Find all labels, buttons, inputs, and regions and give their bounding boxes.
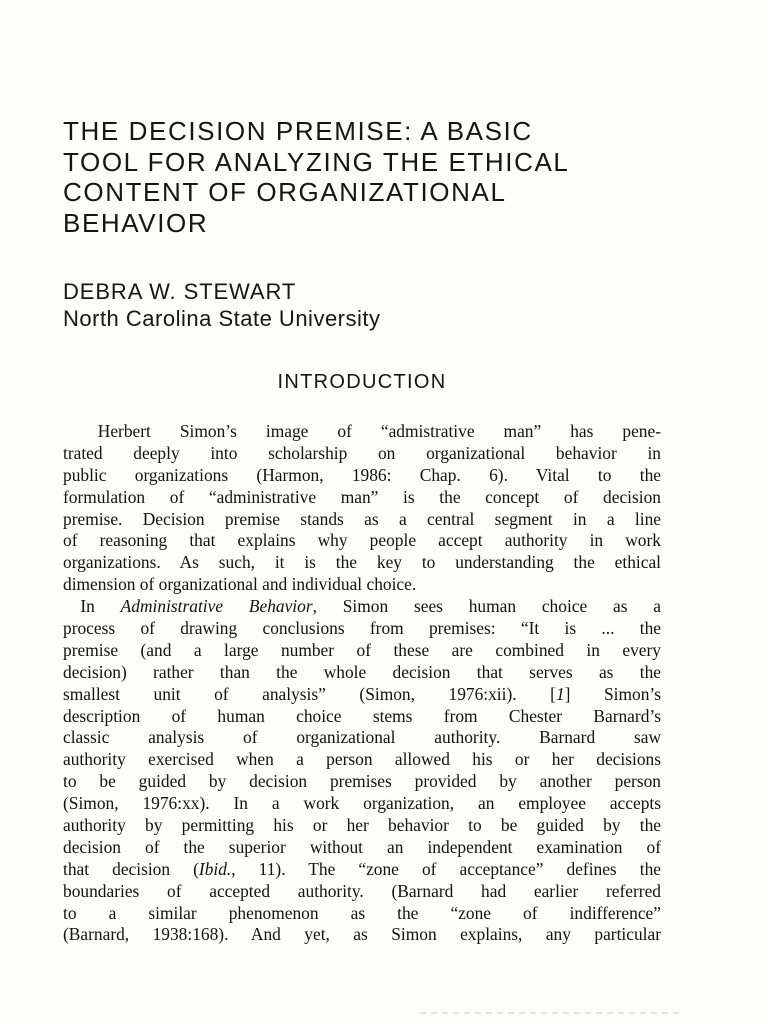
body-line: smallest unit of analysis” (Simon, 1976:xii). [1] Simon’s	[63, 683, 661, 704]
body-line: authority exercised when a person allowed his or her decisions	[63, 749, 661, 770]
body-line: to a similar phenomenon as the “zone of indifference”	[63, 902, 661, 923]
body-line: to be guided by decision premises provided by another person	[63, 771, 661, 792]
body-line: organizations. As such, it is the key to understanding the ethical	[63, 552, 661, 573]
body-line: decision of the superior without an independent examination of	[63, 836, 661, 857]
article-title	[63, 116, 703, 238]
body-text	[63, 421, 661, 946]
body-line: (Simon, 1976:xx). In a work organization, an employee accepts	[63, 793, 661, 814]
title-line: TOOL FOR ANALYZING THE ETHICAL	[63, 146, 570, 177]
body-line: trated deeply into scholarship on organizational behavior in	[63, 442, 661, 463]
author-name: DEBRA W. STEWART	[63, 279, 297, 304]
author-block	[63, 278, 381, 332]
body-line: decision) rather than the whole decision that serves as the	[63, 661, 661, 682]
body-line: description of human choice stems from Chester Barnard’s	[63, 705, 661, 726]
body-line: (Barnard, 1938:168). And yet, as Simon explains, any particular	[63, 924, 661, 945]
body-line: In Administrative Behavior, Simon sees human choice as a	[63, 596, 661, 617]
body-line: process of drawing conclusions from premises: “It is ... the	[63, 618, 661, 639]
body-line: premise. Decision premise stands as a central segment in a line	[63, 508, 661, 529]
author-affiliation: North Carolina State University	[63, 306, 381, 331]
section-heading: INTRODUCTION	[277, 371, 447, 393]
body-line: classic analysis of organizational authority. Barnard saw	[63, 727, 661, 748]
body-line: dimension of organizational and individual choice.	[63, 574, 417, 595]
body-line: Herbert Simon’s image of “admistrative man” has pene-	[63, 421, 661, 441]
body-line: of reasoning that explains why people accept authority in work	[63, 530, 661, 551]
title-line: BEHAVIOR	[63, 207, 209, 238]
body-line: that decision (Ibid., 11). The “zone of acceptance” defines the	[63, 858, 661, 879]
body-line: public organizations (Harmon, 1986: Chap. 6). Vital to the	[63, 464, 661, 485]
body-line: premise (and a large number of these are combined in every	[63, 639, 661, 660]
body-line: formulation of “administrative man” is the concept of decision	[63, 486, 661, 507]
title-line: THE DECISION PREMISE: A BASIC	[63, 116, 533, 146]
title-line: CONTENT OF ORGANIZATIONAL	[63, 177, 507, 207]
body-line: boundaries of accepted authority. (Barnard had earlier referred	[63, 880, 661, 901]
body-line: authority by permitting his or her behavior to be guided by the	[63, 815, 661, 836]
scan-artifact	[420, 1012, 680, 1014]
